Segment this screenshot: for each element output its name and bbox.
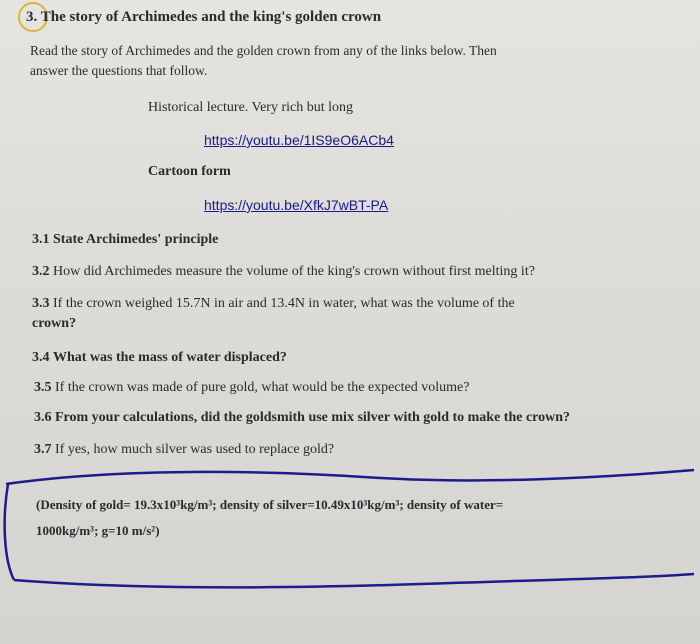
question-3-3-continuation: crown? bbox=[32, 316, 77, 331]
question-text: If yes, how much silver was used to replace gold? bbox=[55, 442, 335, 457]
question-number: 3.3 bbox=[32, 296, 50, 311]
resource-label-cartoon: Cartoon form bbox=[148, 164, 231, 179]
instructions-line-2: answer the questions that follow. bbox=[30, 63, 208, 78]
question-text: From your calculations, did the goldsmith use mix silver with gold to make the crown? bbox=[55, 410, 571, 425]
resource-label-lecture: Historical lecture. Very rich but long bbox=[148, 100, 354, 115]
question-number: 3.6 bbox=[34, 410, 52, 425]
question-text: If the crown weighed 15.7N in air and 13.4N in water, what was the volume of the bbox=[53, 296, 515, 311]
section-number: 3. bbox=[26, 9, 38, 25]
constants-line-1: (Density of gold= 19.3x10³kg/m³; density of silver=10.49x10³kg/m³; density of water= bbox=[36, 497, 504, 512]
section-title: The story of Archimedes and the king's golden crown bbox=[40, 9, 382, 25]
resource-link-lecture[interactable]: https://youtu.be/1IS9eO6ACb4 bbox=[204, 132, 394, 148]
resource-link-cartoon[interactable]: https://youtu.be/XfkJ7wBT-PA bbox=[204, 197, 389, 213]
constants-line-2: 1000kg/m³; g=10 m/s²) bbox=[36, 523, 160, 538]
question-text: What was the mass of water displaced? bbox=[53, 350, 287, 365]
question-number: 3.2 bbox=[32, 264, 50, 279]
question-number: 3.5 bbox=[34, 380, 52, 395]
question-number: 3.4 bbox=[32, 350, 50, 365]
question-number: 3.1 bbox=[32, 232, 50, 247]
question-number: 3.7 bbox=[34, 442, 52, 457]
question-text: If the crown was made of pure gold, what would be the expected volume? bbox=[55, 380, 470, 395]
question-text: How did Archimedes measure the volume of the king's crown without first melting it? bbox=[53, 264, 535, 279]
question-text: State Archimedes' principle bbox=[53, 232, 219, 247]
instructions-line-1: Read the story of Archimedes and the golden crown from any of the links below. Then bbox=[30, 43, 497, 58]
